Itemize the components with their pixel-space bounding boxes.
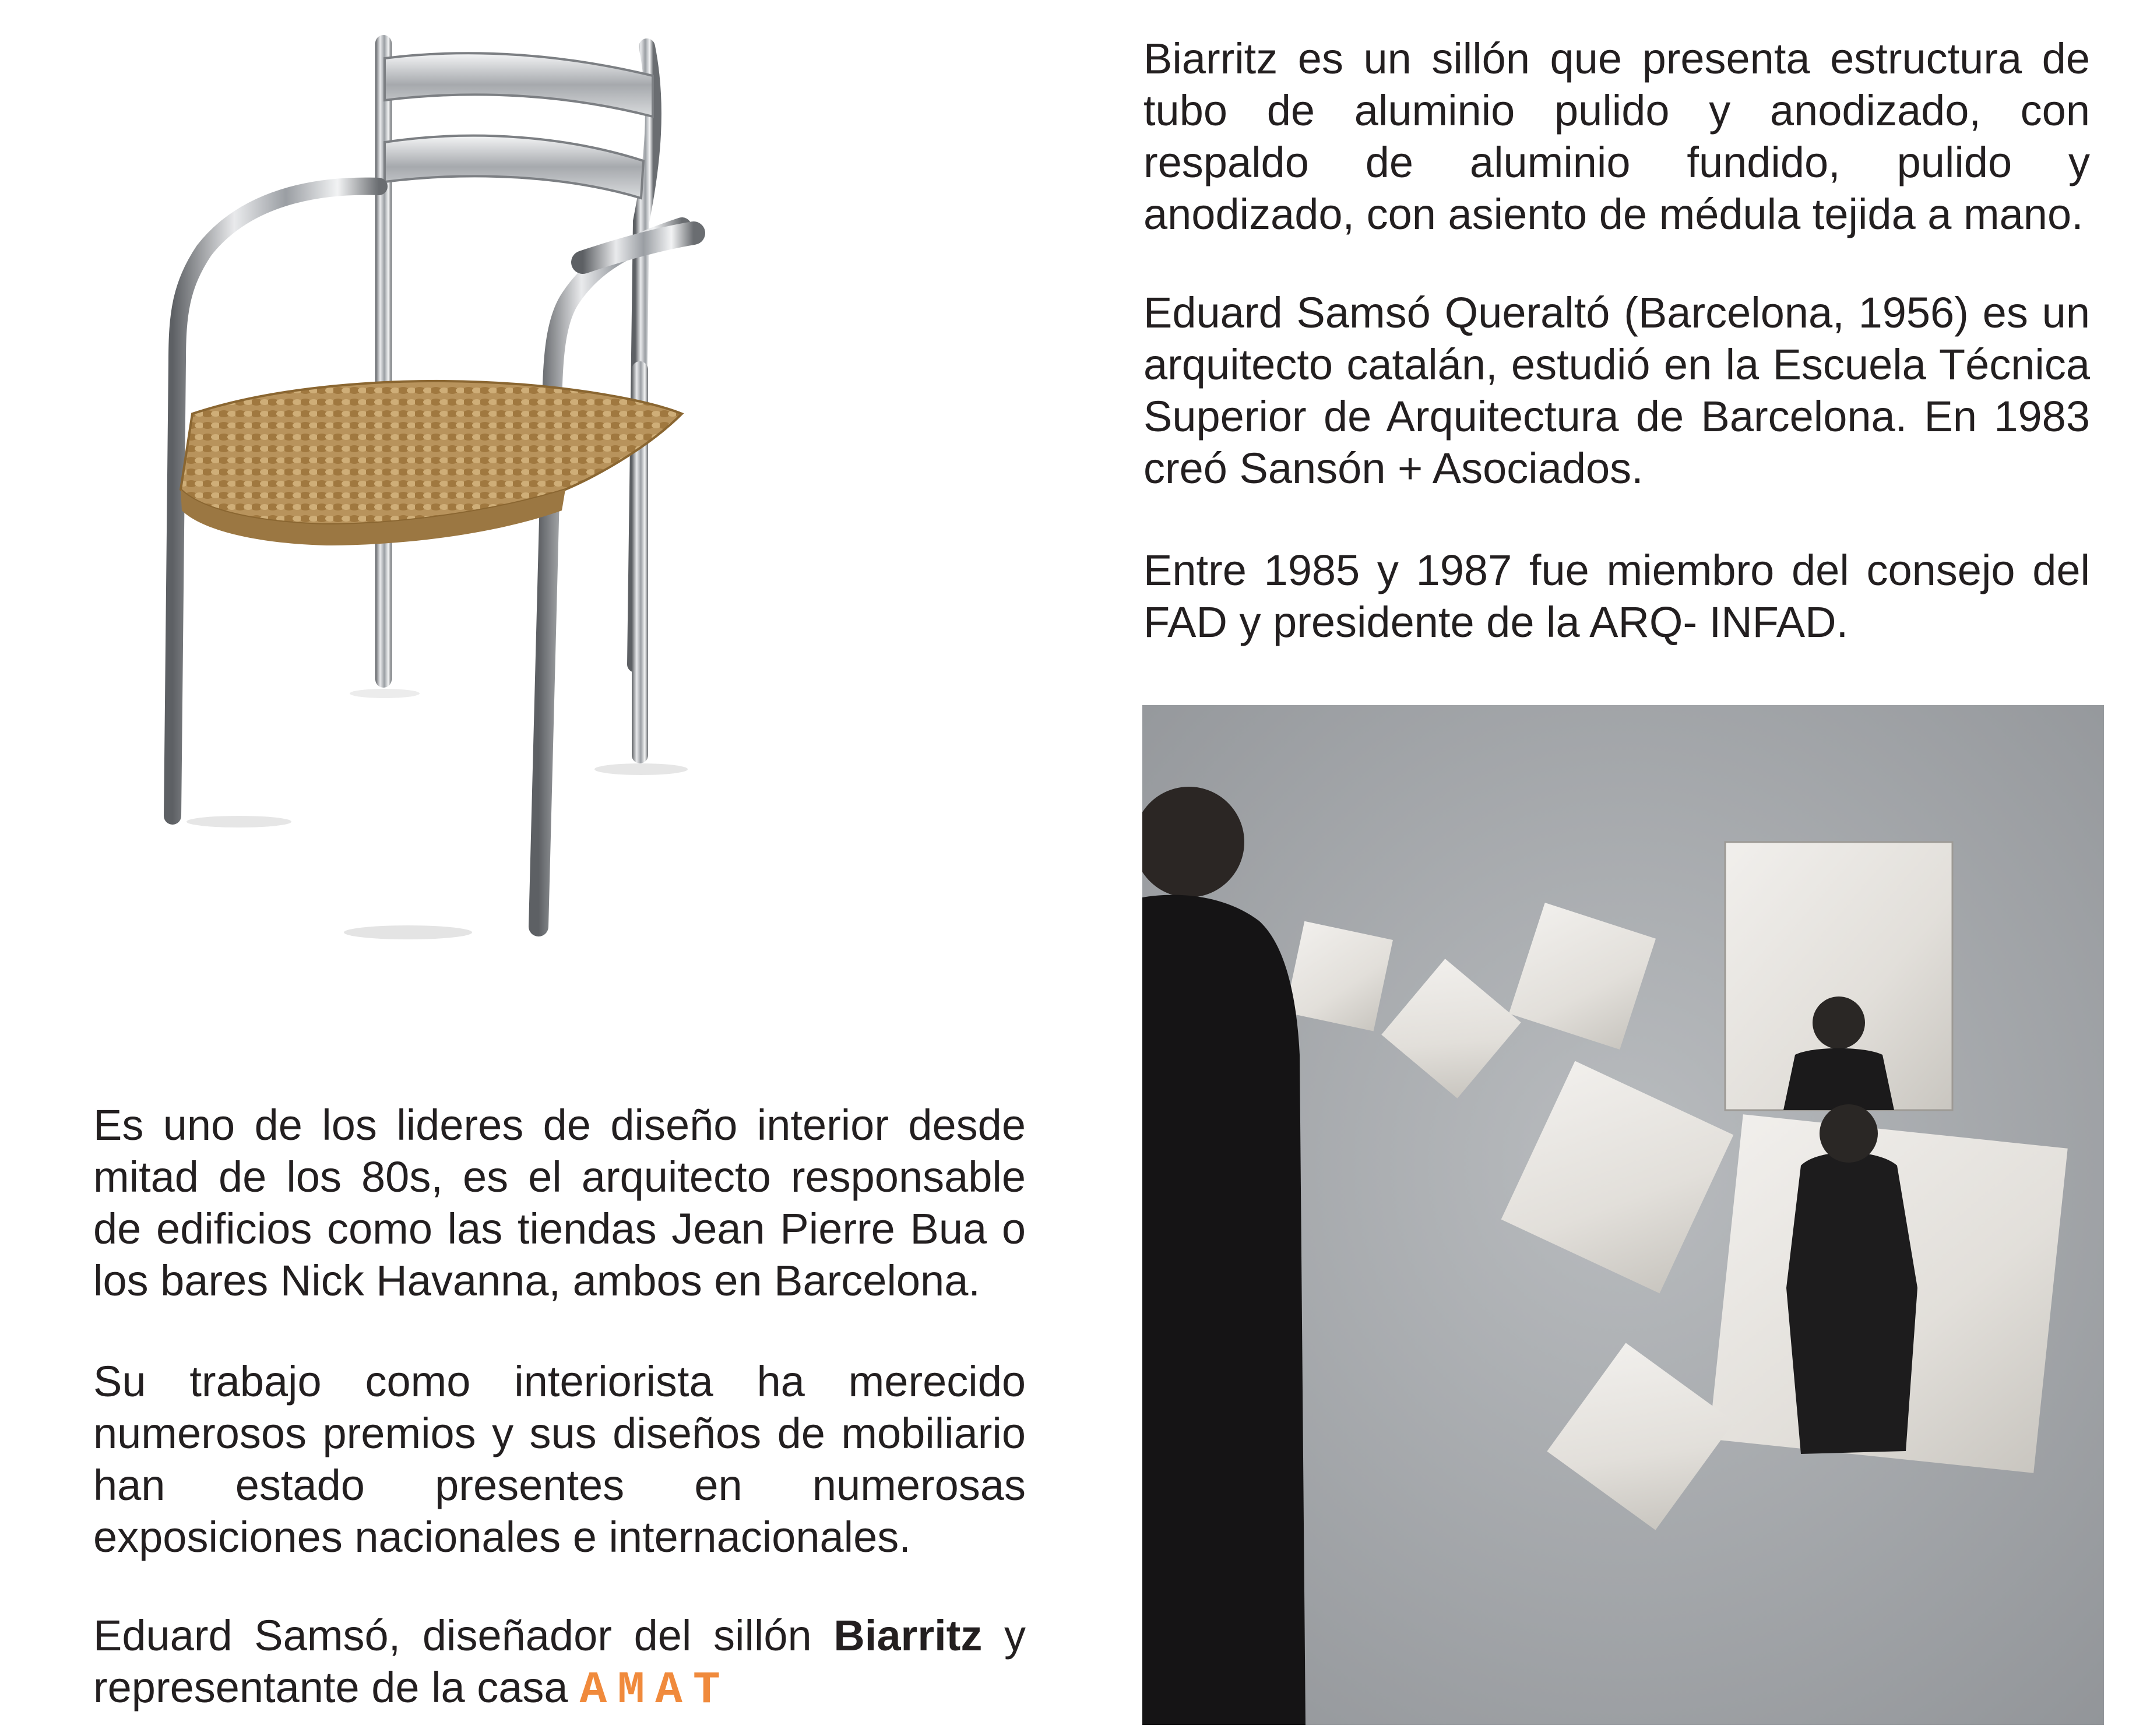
awards-paragraph: Su trabajo como interiorista ha merecido numerosos premios y sus diseños de mobiliario han estado presentes en numerosas exposiciones nacionales e internacionales.	[93, 1357, 1026, 1561]
fad-paragraph: Entre 1985 y 1987 fue miembro del consejo del FAD y presidente de la ARQ- INFAD.	[1143, 546, 2090, 646]
amat-logo: AMAT	[579, 1665, 731, 1716]
chair-photo	[105, 12, 909, 1072]
designer-credit-connector: y representante de la casa	[93, 1611, 1026, 1712]
mirror-photo	[1142, 705, 2104, 1725]
designer-credit	[93, 1610, 1026, 1717]
chair-description: Biarritz es un sillón que presenta estructura de tubo de aluminio pulido y anodizado, con respaldo de aluminio fundido, pulido y anodizado, con asiento de médula tejida a mano.	[1143, 34, 2090, 238]
designer-credit-prefix: Eduard Samsó, diseñador del sillón	[93, 1611, 812, 1660]
product-name: Biarritz	[833, 1611, 983, 1660]
designer-bio: Eduard Samsó Queraltó (Barcelona, 1956) es un arquitecto catalán, estudió en la Escuela Técnica Superior de Arquitectura de Barcelona. En 1983 creó Sansón + Asociados.	[1143, 288, 2090, 492]
design-leader-paragraph: Es uno de los lideres de diseño interior desde mitad de los 80s, es el arquitecto responsable de edificios como las tiendas Jean Pierre Bua o los bares Nick Havanna, ambos en Barcelona.	[93, 1101, 1026, 1305]
